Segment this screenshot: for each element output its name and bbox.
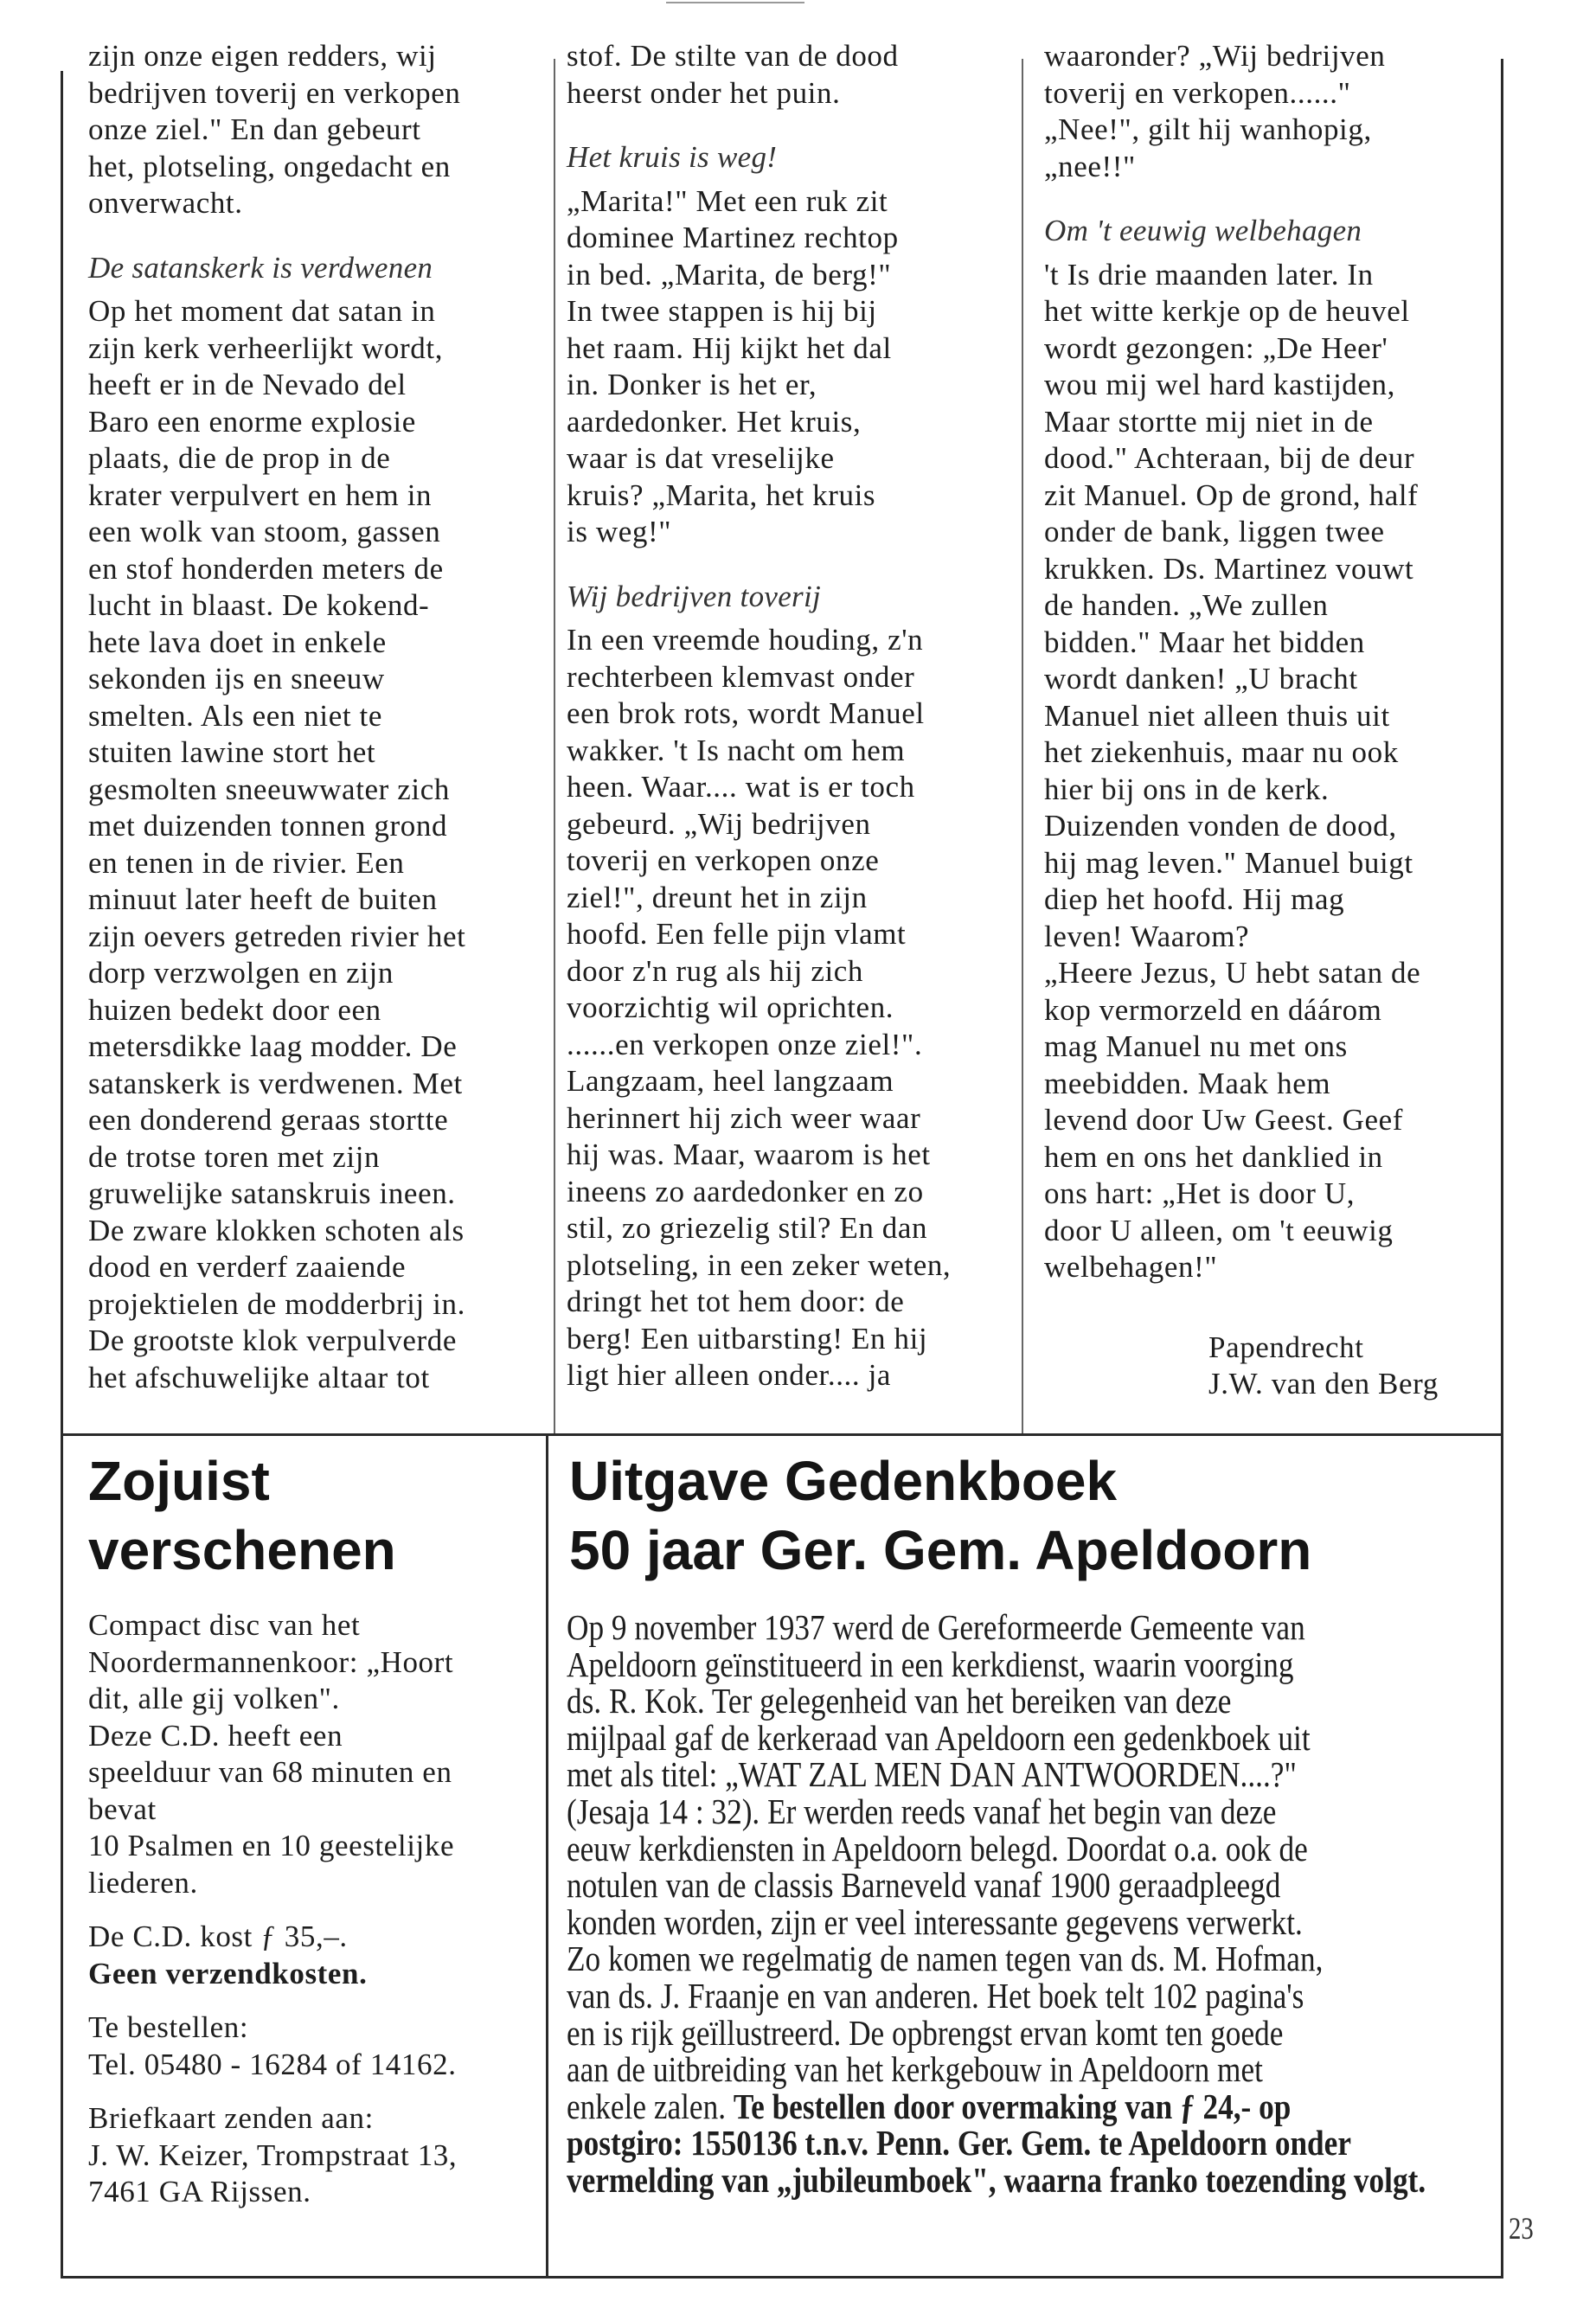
text-line: zijn oevers getreden rivier het bbox=[88, 919, 466, 953]
ad-divider bbox=[546, 1433, 548, 2279]
text-line: gesmolten sneeuwwater zich bbox=[88, 772, 450, 806]
text-line: stuiten lawine stort het bbox=[88, 735, 376, 769]
text-line: voorzichtig wil oprichten. bbox=[567, 990, 894, 1024]
text-line: J.W. van den Berg bbox=[1208, 1367, 1439, 1400]
text-line: Briefkaart zenden aan: bbox=[88, 2101, 374, 2135]
text-line: „Marita!" Met een ruk zit bbox=[567, 183, 888, 218]
text-line: ons hart: „Het is door U, bbox=[1044, 1176, 1356, 1210]
text-line: Op 9 november 1937 werd de Gereformeerde Gemeente van bbox=[567, 1607, 1305, 1647]
text-line: Langzaam, heel langzaam bbox=[567, 1064, 894, 1098]
text-line: De satanskerk is verdwenen bbox=[88, 250, 433, 285]
text-line: ligt hier alleen onder.... ja bbox=[567, 1358, 892, 1392]
section-heading bbox=[1044, 213, 1439, 250]
cd-ad-paragraph bbox=[88, 2100, 457, 2211]
text-line: (Jesaja 14 : 32). Er werden reeds vanaf het begin van deze bbox=[567, 1791, 1277, 1831]
text-line: krukken. Ds. Martinez vouwt bbox=[1044, 551, 1414, 586]
book-ad-body bbox=[567, 1609, 1566, 2199]
text-line: hem en ons het danklied in bbox=[1044, 1139, 1383, 1174]
text-line-mixed bbox=[567, 2088, 1426, 2125]
text-line: en stof honderden meters de bbox=[88, 551, 444, 586]
text-line: Om 't eeuwig welbehagen bbox=[1044, 214, 1362, 247]
text-line: de trotse toren met zijn bbox=[88, 1139, 381, 1174]
text-line: bidden." Maar het bidden bbox=[1044, 625, 1365, 659]
paragraph bbox=[567, 38, 951, 112]
text-line: hete lava doet in enkele bbox=[88, 625, 387, 659]
text-line: plaats, die de prop in de bbox=[88, 441, 391, 475]
text-line: dringt het tot hem door: de bbox=[567, 1285, 905, 1318]
text-line: 't Is drie maanden later. In bbox=[1044, 257, 1374, 292]
book-ad-headline-line: 50 jaar Ger. Gem. Apeldoorn bbox=[569, 1519, 1312, 1581]
order-instructions-line: postgiro: 1550136 t.n.v. Penn. Ger. Gem. te Apeldoorn onder bbox=[567, 2123, 1351, 2163]
article-column-1 bbox=[88, 38, 465, 1396]
cd-ad-headline-line: verschenen bbox=[88, 1519, 396, 1581]
text-line: diep het hoofd. Hij mag bbox=[1044, 882, 1345, 916]
text-line: rechterbeen klemvast onder bbox=[567, 659, 915, 694]
text-line: levend door Uw Geest. Geef bbox=[1044, 1103, 1404, 1137]
text-line: een wolk van stoom, gassen bbox=[88, 515, 441, 548]
text-line: dood." Achteraan, bij de deur bbox=[1044, 441, 1415, 475]
text-line: dorp verzwolgen en zijn bbox=[88, 956, 394, 990]
text-line: heeft er in de Nevado del bbox=[88, 368, 407, 401]
text-line: heen. Waar.... wat is er toch bbox=[567, 770, 915, 804]
text-line: herinnert hij zich weer waar bbox=[567, 1100, 921, 1135]
text-line: welbehagen!" bbox=[1044, 1250, 1218, 1284]
ad-bottom-border bbox=[61, 2276, 1503, 2279]
text-line: De zware klokken schoten als bbox=[88, 1213, 465, 1247]
text-normal: enkele zalen. bbox=[567, 2086, 734, 2126]
text-line: hoofd. Een felle pijn vlamt bbox=[567, 917, 907, 951]
text-line: heerst onder het puin. bbox=[567, 75, 841, 110]
page-number: 23 bbox=[1509, 2211, 1534, 2246]
text-line: projektielen de modderbrij in. bbox=[88, 1286, 465, 1321]
text-line: een brok rots, wordt Manuel bbox=[567, 696, 925, 730]
text-line: 7461 GA Rijssen. bbox=[88, 2175, 311, 2208]
text-line: Deze C.D. heeft een bbox=[88, 1718, 343, 1753]
text-line: zit Manuel. Op de grond, half bbox=[1044, 478, 1419, 512]
paragraph bbox=[567, 183, 951, 551]
text-line: ineens zo aardedonker en zo bbox=[567, 1174, 924, 1208]
text-line: Te bestellen: bbox=[88, 2010, 249, 2044]
column-rule-middle bbox=[554, 59, 555, 1434]
text-line: Op het moment dat satan in bbox=[88, 294, 436, 328]
text-line: waar is dat vreselijke bbox=[567, 441, 835, 475]
text-line: bevat bbox=[88, 1791, 157, 1826]
section-heading bbox=[567, 579, 951, 616]
top-mark bbox=[666, 2, 804, 3]
text-line: berg! Een uitbarsting! En hij bbox=[567, 1321, 928, 1356]
text-line: met duizenden tonnen grond bbox=[88, 809, 448, 843]
text-line: dood en verderf zaaiende bbox=[88, 1250, 407, 1284]
column-rule-left bbox=[61, 71, 63, 1436]
text-line: gebeurd. „Wij bedrijven bbox=[567, 806, 871, 841]
text-line: wordt danken! „U bracht bbox=[1044, 662, 1358, 695]
text-line: dit, alle gij volken". bbox=[88, 1682, 340, 1715]
section-heading bbox=[88, 250, 465, 287]
cd-ad-headline bbox=[88, 1446, 396, 1585]
paragraph bbox=[1044, 38, 1439, 185]
text-line: Baro een enorme explosie bbox=[88, 404, 416, 439]
text-line: een donderend geraas stortte bbox=[88, 1103, 449, 1137]
article-column-3 bbox=[1044, 38, 1439, 1403]
text-line: onverwacht. bbox=[88, 186, 243, 220]
ad-left-border bbox=[61, 1433, 63, 2279]
article-column-2 bbox=[567, 38, 951, 1394]
text-line: satanskerk is verdwenen. Met bbox=[88, 1066, 463, 1100]
book-ad-headline-line: Uitgave Gedenkboek bbox=[569, 1450, 1118, 1512]
text-line: en tenen in de rivier. Een bbox=[88, 845, 405, 880]
order-instructions: Te bestellen door overmaking van ƒ 24,- op bbox=[733, 2086, 1292, 2126]
text-line: „nee!!" bbox=[1044, 149, 1136, 183]
cd-ad-body bbox=[88, 1607, 457, 2211]
text-line: en is rijk geïllustreerd. De opbrengst ervan komt ten goede bbox=[567, 2012, 1284, 2053]
cd-ad-paragraph bbox=[88, 1607, 457, 1901]
text-line: In een vreemde houding, z'n bbox=[567, 623, 924, 657]
text-line: „Nee!", gilt hij wanhopig, bbox=[1044, 112, 1372, 146]
text-line: stil, zo griezelig stil? En dan bbox=[567, 1211, 928, 1245]
text-line: mijlpaal gaf de kerkeraad van Apeldoorn een gedenkboek uit bbox=[567, 1717, 1311, 1758]
text-line: ......en verkopen onze ziel!". bbox=[567, 1027, 923, 1061]
text-line: De C.D. kost ƒ 35,–. bbox=[88, 1920, 348, 1953]
paragraph bbox=[567, 622, 951, 1394]
text-line: met als titel: „WAT ZAL MEN DAN ANTWOORDEN....?" bbox=[567, 1754, 1297, 1795]
ad-top-border bbox=[61, 1433, 1503, 1436]
text-line: plotseling, in een zeker weten, bbox=[567, 1247, 952, 1282]
text-line: konden worden, zijn er veel interessante gegevens verwerkt. bbox=[567, 1901, 1303, 1942]
text-line: In twee stappen is hij bij bbox=[567, 294, 877, 328]
text-line: notulen van de classis Barneveld vanaf 1900 geraadpleegd bbox=[567, 1865, 1281, 1906]
text-line: J. W. Keizer, Trompstraat 13, bbox=[88, 2138, 458, 2172]
text-line: Het kruis is weg! bbox=[567, 140, 778, 174]
text-line: in bed. „Marita, de berg!" bbox=[567, 257, 892, 292]
paragraph bbox=[88, 38, 465, 222]
paragraph bbox=[1044, 257, 1439, 1286]
text-line: Noordermannenkoor: „Hoort bbox=[88, 1644, 454, 1679]
text-line: Wij bedrijven toverij bbox=[567, 579, 822, 613]
text-line: is weg!" bbox=[567, 515, 672, 548]
text-line: zijn kerk verheerlijkt wordt, bbox=[88, 330, 444, 365]
text-line: wou mij wel hard kastijden, bbox=[1044, 368, 1395, 401]
text-line: door z'n rug als hij zich bbox=[567, 953, 864, 988]
text-line: kop vermorzeld en dáárom bbox=[1044, 992, 1382, 1027]
text-line: stof. De stilte van de dood bbox=[567, 39, 899, 73]
text-line: 10 Psalmen en 10 geestelijke bbox=[88, 1829, 455, 1862]
text-line: het, plotseling, ongedacht en bbox=[88, 149, 451, 183]
text-line: van ds. J. Fraanje en van anderen. Het boek telt 102 pagina's bbox=[567, 1975, 1304, 2016]
text-line: De grootste klok verpulverde bbox=[88, 1324, 457, 1357]
text-line: Zo komen we regelmatig de namen tegen van ds. M. Hofman, bbox=[567, 1939, 1324, 1979]
order-instructions-line: vermelding van „jubileumboek", waarna franko toezending volgt. bbox=[567, 2159, 1426, 2200]
text-line: huizen bedekt door een bbox=[88, 992, 381, 1027]
text-line: Apeldoorn geïnstitueerd in een kerkdienst, waarin voorging bbox=[567, 1644, 1294, 1684]
text-line: door U alleen, om 't eeuwig bbox=[1044, 1213, 1394, 1247]
cd-ad-paragraph bbox=[88, 2009, 457, 2083]
cd-ad-headline-line: Zojuist bbox=[88, 1450, 270, 1512]
text-line: leven! Waarom? bbox=[1044, 919, 1250, 953]
paragraph bbox=[88, 293, 465, 1396]
text-line: Papendrecht bbox=[1208, 1330, 1364, 1364]
text-line: in. Donker is het er, bbox=[567, 368, 817, 401]
text-line: toverij en verkopen onze bbox=[567, 843, 880, 877]
text-line: bedrijven toverij en verkopen bbox=[88, 75, 461, 110]
text-line: hij mag leven." Manuel buigt bbox=[1044, 845, 1413, 880]
text-line: toverij en verkopen......" bbox=[1044, 75, 1351, 110]
text-line: ziel!", dreunt het in zijn bbox=[567, 880, 868, 914]
text-line: het raam. Hij kijkt het dal bbox=[567, 330, 892, 365]
text-line: smelten. Als een niet te bbox=[88, 698, 383, 733]
signature bbox=[1044, 1330, 1439, 1403]
text-line: onder de bank, liggen twee bbox=[1044, 515, 1385, 548]
text-line-bold: Geen verzendkosten. bbox=[88, 1956, 368, 1990]
column-rule-right bbox=[1022, 59, 1023, 1434]
text-line: aan de uitbreiding van het kerkgebouw in Apeldoorn met bbox=[567, 2049, 1263, 2090]
text-line: Manuel niet alleen thuis uit bbox=[1044, 698, 1390, 733]
book-ad-headline bbox=[569, 1446, 1311, 1585]
text-line: Maar stortte mij niet in de bbox=[1044, 404, 1374, 439]
text-line: het witte kerkje op de heuvel bbox=[1044, 294, 1410, 328]
text-line: gruwelijke satanskruis ineen. bbox=[88, 1176, 456, 1210]
text-line: metersdikke laag modder. De bbox=[88, 1029, 458, 1063]
text-line: eeuw kerkdiensten in Apeldoorn belegd. Doordat o.a. ook de bbox=[567, 1828, 1308, 1868]
text-line: dominee Martinez rechtop bbox=[567, 221, 899, 254]
text-line: het afschuwelijke altaar tot bbox=[88, 1360, 430, 1394]
text-line: minuut later heeft de buiten bbox=[88, 882, 438, 916]
text-line: Compact disc van het bbox=[88, 1608, 361, 1642]
text-line: speelduur van 68 minuten en bbox=[88, 1755, 452, 1789]
text-line: lucht in blaast. De kokend- bbox=[88, 588, 430, 622]
text-line: sekonden ijs en sneeuw bbox=[88, 662, 385, 695]
text-line: wakker. 't Is nacht om hem bbox=[567, 733, 906, 767]
text-line: Duizenden vonden de dood, bbox=[1044, 809, 1397, 843]
text-line: krater verpulvert en hem in bbox=[88, 478, 433, 512]
text-line: „Heere Jezus, U hebt satan de bbox=[1044, 956, 1421, 990]
text-line: onze ziel." En dan gebeurt bbox=[88, 112, 421, 146]
text-line: aardedonker. Het kruis, bbox=[567, 404, 862, 439]
text-line: hij was. Maar, waarom is het bbox=[567, 1138, 931, 1171]
text-line: wordt gezongen: „De Heer' bbox=[1044, 330, 1388, 365]
text-line: kruis? „Marita, het kruis bbox=[567, 478, 876, 512]
section-heading bbox=[567, 139, 951, 176]
text-line: de handen. „We zullen bbox=[1044, 588, 1329, 622]
text-line: meebidden. Maak hem bbox=[1044, 1066, 1331, 1100]
text-line: liederen. bbox=[88, 1865, 198, 1900]
text-line: Tel. 05480 - 16284 of 14162. bbox=[88, 2047, 457, 2081]
text-line: hier bij ons in de kerk. bbox=[1044, 772, 1330, 806]
text-line: zijn onze eigen redders, wij bbox=[88, 39, 437, 73]
text-line: het ziekenhuis, maar nu ook bbox=[1044, 735, 1399, 769]
text-line: mag Manuel nu met ons bbox=[1044, 1029, 1348, 1063]
text-line: waaronder? „Wij bedrijven bbox=[1044, 39, 1386, 73]
cd-ad-paragraph bbox=[88, 1919, 457, 1992]
text-line: ds. R. Kok. Ter gelegenheid van het bereiken van deze bbox=[567, 1681, 1232, 1721]
